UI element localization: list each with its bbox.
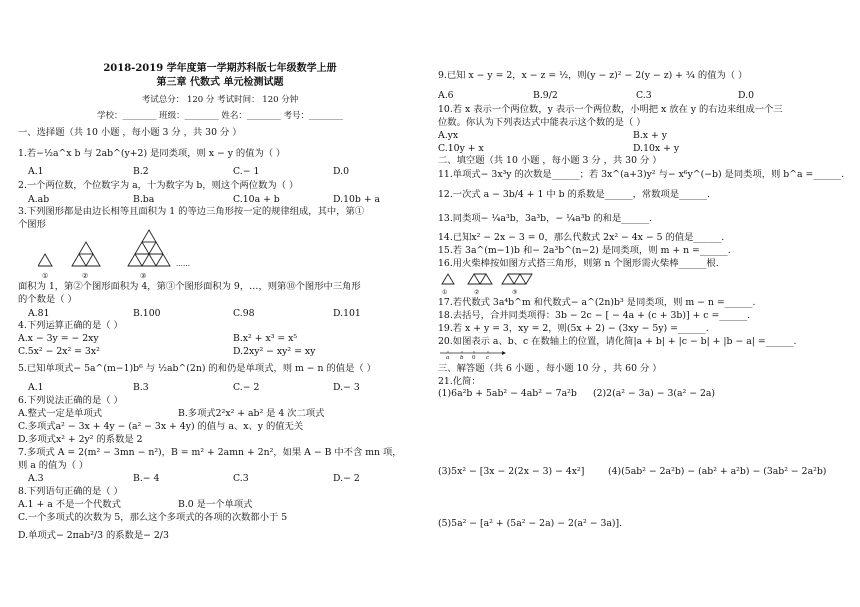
option: C.3 [233,473,249,484]
option: D.− 2 [333,473,360,484]
question-21: 21.化简： [438,376,481,387]
axis-label-c: c [486,355,490,361]
matchstick-label-2: ② [474,289,480,296]
figure-label-3: ③ [140,272,147,280]
option: C.98 [233,308,255,319]
question-10-cont: 位数。你认为下列表达式中能表示这个数的是（ ） [438,117,646,128]
option: A.1 [28,166,44,177]
option: B.9/2 [533,90,558,101]
matchstick-label-1: ① [442,289,448,296]
figure-2-triangles [72,242,100,266]
option: A.1 [28,382,44,393]
option: B.x² + x³ = x⁵ [233,333,298,344]
option: A.ab [28,194,50,205]
option: D.0 [333,166,349,177]
option: B.− 4 [133,473,160,484]
axis-label-zero: 0 [472,355,476,361]
option: C.5x² − 2x² = 3x² [18,346,100,357]
question-9: 9.已知 x − y = 2，x − z = ½，则(y − z)² − 2(y − z) + ¾ 的值为（ ） [438,70,748,81]
q6-option-b: B.多项式2²x² + ab² 是 4 次二项式 [178,408,325,419]
question-16: 16.用火柴棒按如图方式搭三角形，则第 n 个图形需火柴棒______根. [438,258,719,269]
option: C.− 2 [233,382,260,393]
q8-option-c: C.一个多项式的次数为 5，那么这个多项式的各项的次数都小于 5 [18,512,288,523]
figure-label-2: ② [82,272,89,280]
question-6: 6.下列说法正确的是（ ） [18,395,123,406]
question-10: 10.若 x 表示一个两位数，y 表示一个两位数，小明把 x 放在 y 的右边来组成一个三 [438,104,783,115]
student-fields: 学校：________ 班级：________ 姓名：________ 考号：________ [96,111,344,121]
section-fill-heading: 二、填空题（共 10 小题 ，每小题 3 分 ，共 30 分 ） [438,155,662,166]
q21-part-1: (1)6a²b + 5ab² − 4ab² − 7a²b [438,388,577,399]
matchstick-label-3: ③ [512,289,518,296]
option: D.101 [333,308,361,319]
section-answer-heading: 三、解答题（共 6 小题 ，每小题 10 分 ，共 60 分 ） [438,363,662,374]
option: B.2 [133,166,149,177]
option: D.0 [738,90,754,101]
question-15: 15.若 3a^(m−1)b 和− 2a³b^(n−2) 是同类项，则 m + n =______. [438,245,731,256]
q6-option-c: C.多项式a² − 3x + 4y − (a² − 3x + 4y) 的值与 a、x、y 的值无关 [18,421,304,432]
matchstick-figure-1 [442,274,454,284]
q21-part-2: (2)2(a² − 3a) − 3(a² − 2a) [593,388,716,399]
option: D.2xy² − xy² = xy [233,346,316,357]
option: D.10b + a [333,194,381,205]
q6-option-a: A.整式一定是单项式 [18,408,103,419]
option: C.− 1 [233,166,260,177]
question-17: 17.若代数式 3a⁴b^m 和代数式− a^(2n)b³ 是同类项，则 m − n =______. [438,297,756,308]
option: B.3 [133,382,149,393]
question-1: 1.若−½a^x b 与 2ab^(y+2) 是同类项，则 x − y 的值为（ ） [18,148,286,159]
axis-label-b: b [460,355,464,361]
question-12: 12.一次式 a − 3b/4 + 1 中 b 的系数是______，常数项是______. [438,189,710,200]
figure-ellipsis: …… [176,260,190,268]
question-5: 5.已知单项式− 5a^(m−1)b⁶ 与 ½ab^(2n) 的和仍是单项式，则 m − n 的值是（ ） [18,363,376,374]
matchstick-figure-2 [468,274,492,284]
axis-label-a: a [446,355,450,361]
question-8: 8.下列语句正确的是（ ） [18,486,123,497]
question-3: 3.下列图形都是由边长相等且面积为 1 的等边三角形按一定的规律组成，其中，第① [18,206,365,217]
option: D.− 3 [333,382,360,393]
option: C.10y + x [438,143,484,154]
q21-part-5: (5)5a² − [a² + (5a² − 2a) − 2(a² − 3a)]. [438,518,623,529]
question-19: 19.若 x + y = 3，xy = 2，则(5x + 2) − (3xy − 5y) =______. [438,323,709,334]
option: B.x + y [633,130,667,141]
exam-meta: 考试总分： 120 分 考试时间： 120 分钟 [141,95,299,105]
question-2: 2.一个两位数，个位数字为 a，十为数字为 b，则这个两位数为（ ） [18,180,299,191]
triangle-figures [38,228,208,280]
q8-option-a: A.1 + a 不是一个代数式 [18,499,121,510]
figure-3-triangles [128,230,170,266]
q21-part-3: (3)5x² − [3x − 2(2x − 3) − 4x²] [438,466,585,477]
q6-option-d: D.多项式x² + 2y² 的系数是 2 [18,434,143,445]
q21-part-4: (4)(5ab² − 2a²b) − (ab² + a²b) − (3ab² − 2a²b) [608,466,827,477]
option: A.yx [438,130,459,141]
question-3-cont: 个图形 [18,219,46,230]
option: C.3 [636,90,652,101]
matchstick-figure-3 [502,274,532,284]
option: C.10a + b [233,194,280,205]
matchstick-figures [440,270,536,290]
question-7-cont: 则 a 的值为（ ） [18,460,89,471]
exam-subtitle: 第三章 代数式 单元检测试题 [156,77,284,88]
question-18: 18.去括号，合并同类项得：3b − 2c − [ − 4a + (c + 3b)] + c =______. [438,310,751,321]
question-7: 7.多项式 A = 2(m² − 3mn − n²)，B = m² + 2amn + 2n²，如果 A − B 中不含 mn 项， [18,447,402,458]
figure-label-1: ① [42,272,49,280]
question-14: 14.已知x² − 2x − 3 = 0，那么代数式 2x² − 4x − 5 的值是______. [438,232,725,243]
figure-1-triangle [38,254,52,266]
option: A.81 [28,308,50,319]
option: B.100 [133,308,161,319]
question-13: 13.同类项− ¼a³b，3a³b，− ¼a³b 的和是______. [438,213,653,224]
option: B.ba [133,194,155,205]
q8-option-b: B.0 是一个单项式 [178,499,253,510]
question-3-area: 面积为 1，第②个图形面积为 4，第③个图形面积为 9，…，则第⑩个图形中三角形 [18,281,361,292]
question-11: 11.单项式− 3x³y 的次数是______；若 3x^(a+3)y² 与− x⁶y^(−b) 是同类项，则 b^a =______. [438,169,845,180]
question-20: 20.如图表示 a、b、c 在数轴上的位置，请化简|a + b| + |c − b| + |b − a| =______. [438,336,797,347]
question-4: 4.下列运算正确的是（ ） [18,320,123,331]
option: A.x − 3y = − 2xy [18,333,99,344]
option: A.3 [28,473,44,484]
option: A.6 [438,90,454,101]
section-choice-heading: 一、选择题（共 10 小题 ，每小题 3 分 ，共 30 分 ） [18,127,242,138]
q8-option-d: D.单项式− 2πab²/3 的系数是− 2/3 [18,530,169,541]
option: D.10x + y [633,143,680,154]
exam-title: 2018-2019 学年度第一学期苏科版七年级数学上册 [103,63,337,74]
question-3-ask: 的个数是（ ） [18,294,77,305]
